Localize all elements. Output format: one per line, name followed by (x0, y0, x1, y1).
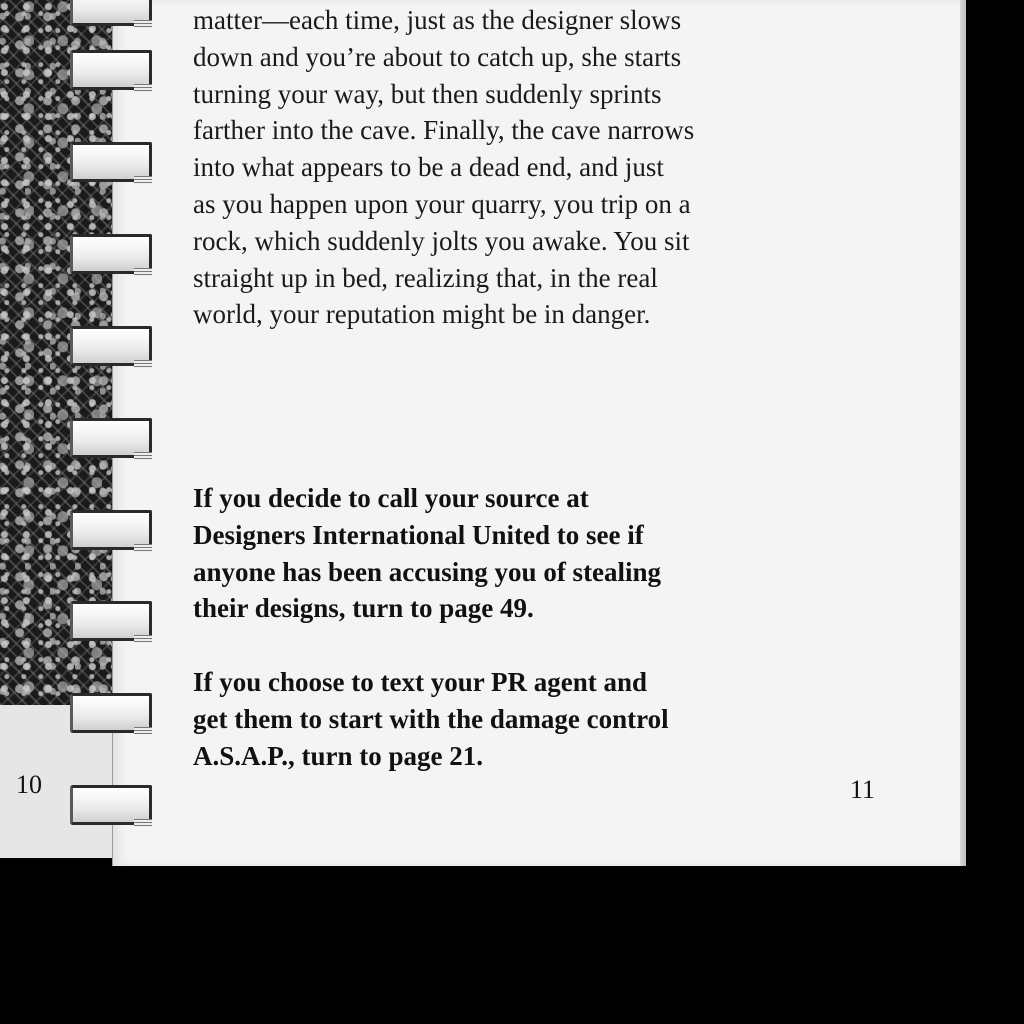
ring-slot (134, 360, 152, 368)
story-line: as you happen upon your quarry, you trip on a (193, 188, 691, 219)
story-line: rock, which suddenly jolts you awake. You sit (193, 225, 690, 256)
choice-line: If you decide to call your source at (193, 483, 589, 513)
page-stack-edge (960, 0, 966, 866)
ring-slot (134, 176, 152, 184)
choice-line: Designers International United to see if (193, 519, 644, 550)
left-page-number: 10 (16, 770, 42, 799)
story-line: world, your reputation might be in danger. (193, 299, 651, 330)
binding-ring (70, 50, 154, 94)
binding-ring (70, 234, 154, 278)
binding-ring (70, 142, 154, 186)
story-line: down and you’re about to catch up, she starts (193, 41, 682, 72)
binding-ring (70, 693, 154, 737)
story-line: matter—each time, just as the designer slows (193, 5, 682, 35)
story-paragraph (193, 2, 773, 333)
spiral-binding (0, 0, 200, 860)
ring-slot (134, 452, 152, 460)
ring-slot (134, 84, 152, 92)
binding-ring (70, 785, 154, 829)
story-line: farther into the cave. Finally, the cave narrows (193, 115, 695, 146)
binding-ring (70, 418, 154, 462)
binding-ring (70, 0, 154, 30)
ring-slot (134, 544, 152, 552)
binding-ring (70, 326, 154, 370)
choice-text-pr-agent (193, 664, 773, 774)
ring-slot (134, 819, 152, 827)
story-line: straight up in bed, realizing that, in the real (193, 262, 658, 293)
choice-line: get them to start with the damage control (193, 703, 669, 734)
binding-ring (70, 510, 154, 554)
choice-call-source (193, 480, 773, 627)
choice-line: their designs, turn to page 49. (193, 593, 534, 624)
ring-slot (134, 727, 152, 735)
ring-slot (134, 635, 152, 643)
story-line: turning your way, but then suddenly sprints (193, 78, 662, 109)
choice-line: A.S.A.P., turn to page 21. (193, 740, 484, 771)
choice-line: anyone has been accusing you of stealing (193, 556, 662, 587)
ring-slot (134, 268, 152, 276)
story-line: into what appears to be a dead end, and just (193, 152, 664, 183)
choice-line: If you choose to text your PR agent and (193, 667, 647, 697)
binding-ring (70, 601, 154, 645)
ring-slot (134, 20, 152, 28)
right-page-number: 11 (850, 775, 876, 804)
